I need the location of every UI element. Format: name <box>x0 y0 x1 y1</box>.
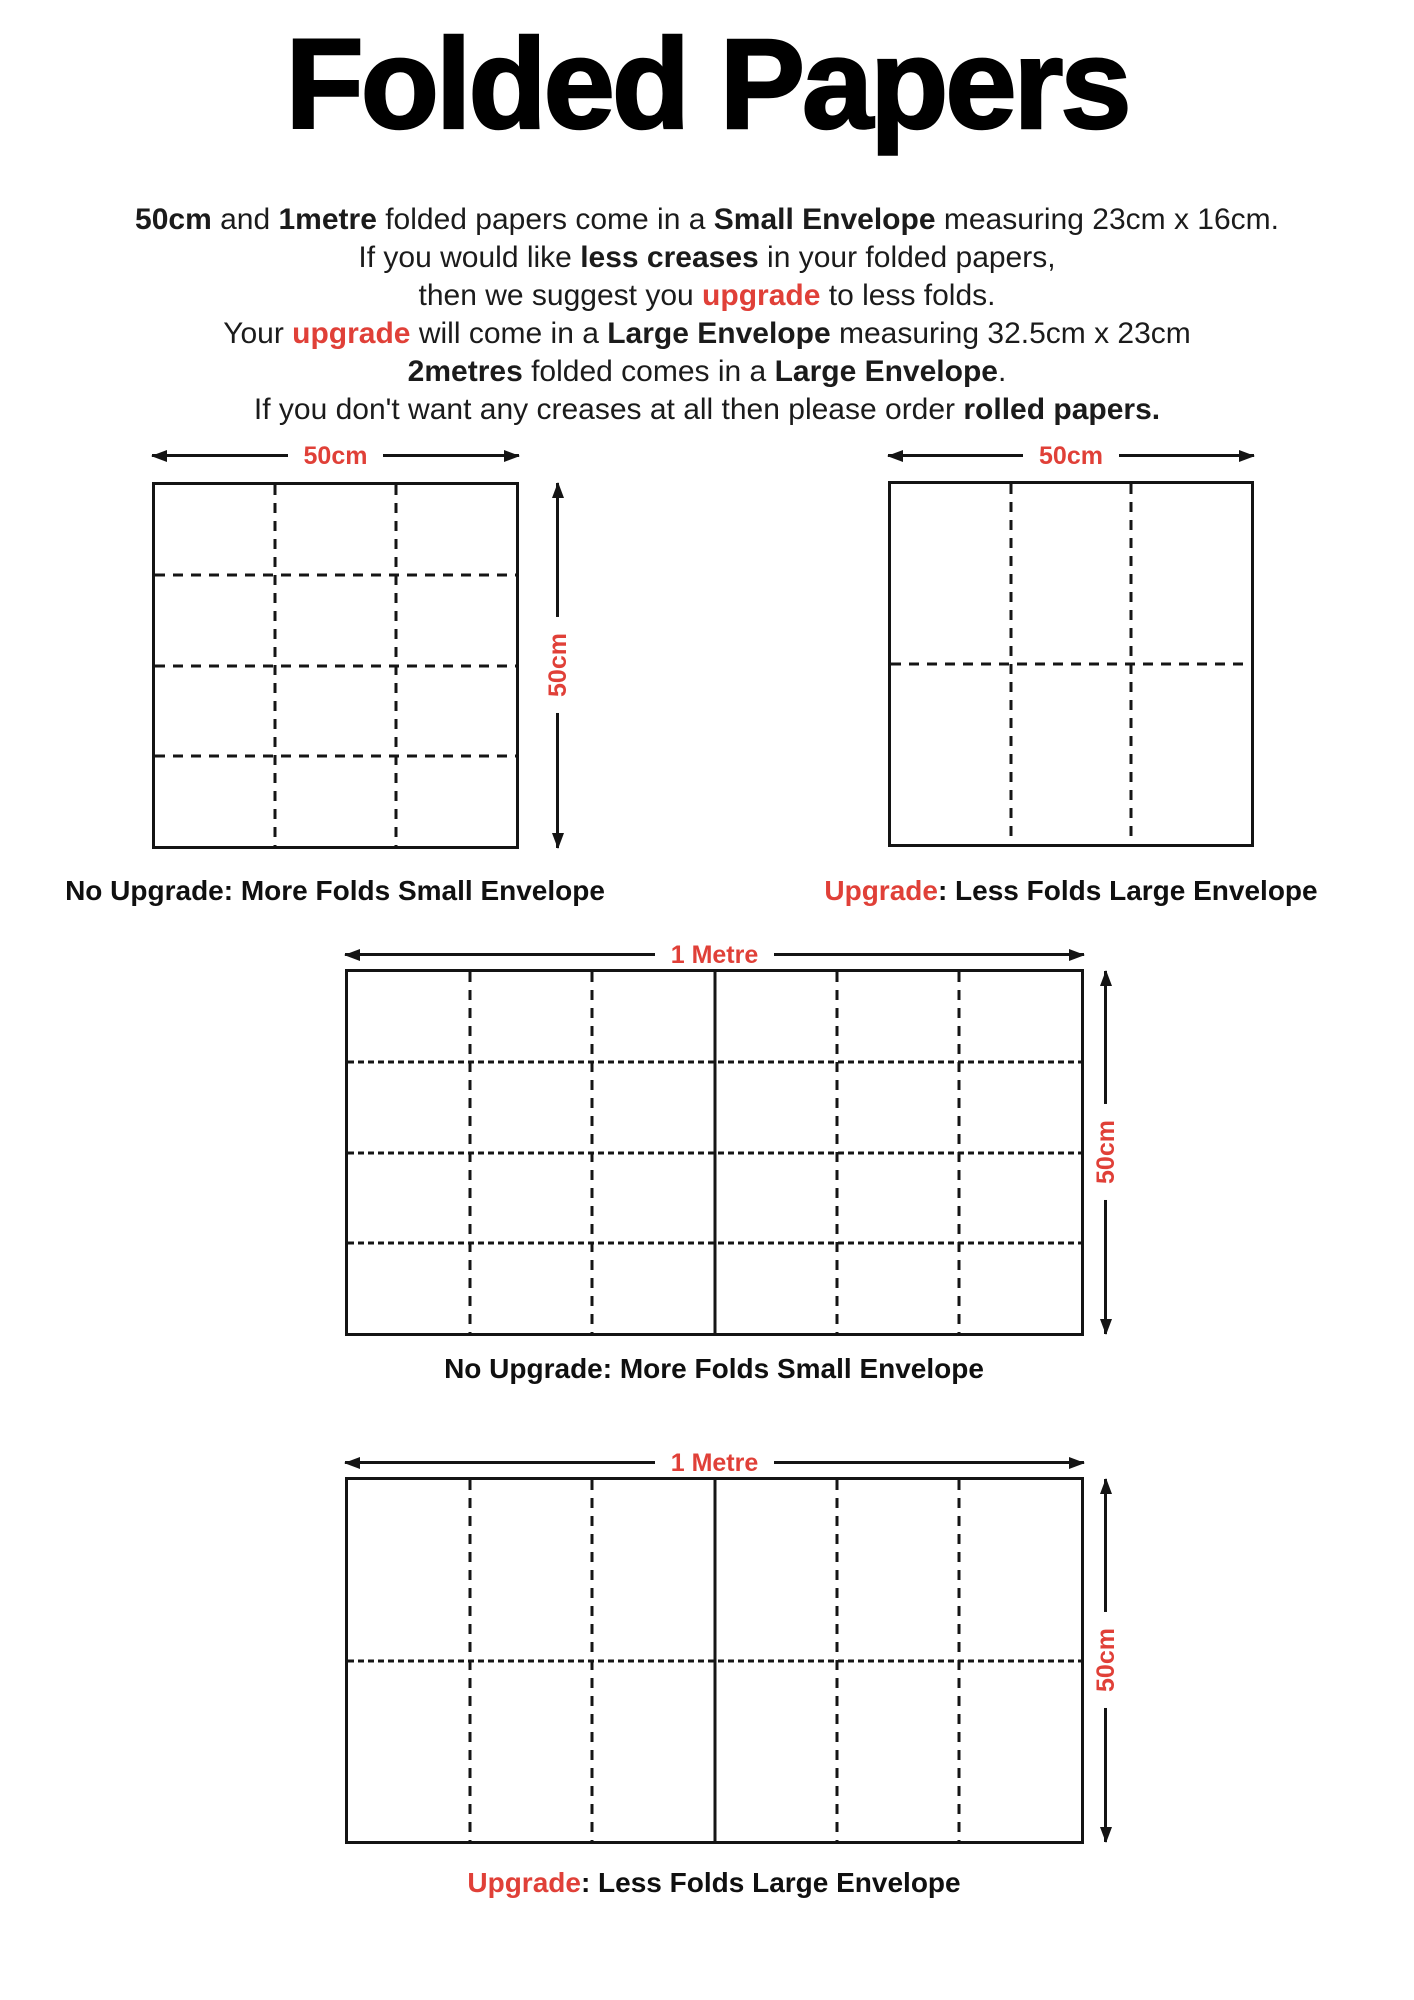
text-run: less creases <box>580 241 759 274</box>
text-run: If you don't want any creases at all then please order <box>253 393 964 426</box>
width-arrow <box>888 454 1254 457</box>
text-run: Large Envelope <box>774 355 998 388</box>
text-run: measuring 32.5cm x 23cm <box>830 317 1191 350</box>
height-arrow <box>1104 1479 1107 1842</box>
folded-paper-sheet <box>345 969 1084 1336</box>
fold-line-horizontal <box>891 663 1251 666</box>
text-run: in your folded papers, <box>758 241 1056 274</box>
text-run: If you would like <box>358 241 581 274</box>
diagram-caption <box>414 1352 1014 1386</box>
folded-paper-sheet <box>152 482 519 849</box>
diagram-caption <box>35 874 635 908</box>
intro-line <box>0 277 1414 315</box>
text-run: folded papers come in a <box>376 203 714 236</box>
text-run: Small Envelope <box>713 203 936 236</box>
text-run: : Less Folds Large Envelope <box>580 1867 961 1898</box>
height-arrow <box>556 483 559 848</box>
text-run: . <box>997 355 1007 388</box>
fold-line-horizontal <box>155 664 516 667</box>
intro-line <box>0 353 1414 391</box>
text-run: Upgrade <box>824 875 938 906</box>
intro-line <box>0 239 1414 277</box>
width-label-text: 1 Metre <box>655 940 775 970</box>
text-run: measuring 23cm x 16cm. <box>935 203 1279 236</box>
folded-paper-sheet <box>345 1477 1084 1844</box>
page-title: Folded Papers <box>285 13 1129 156</box>
width-arrow <box>152 454 519 457</box>
text-run: 2metres <box>407 355 523 388</box>
height-label-text: 50cm <box>1091 1612 1121 1708</box>
text-run: Your <box>223 317 293 350</box>
intro-paragraph <box>0 201 1414 429</box>
folded-paper-sheet <box>888 481 1254 847</box>
intro-line <box>0 201 1414 239</box>
width-arrow <box>345 953 1084 956</box>
fold-line-horizontal <box>348 1061 1081 1064</box>
intro-line <box>0 391 1414 429</box>
text-run: : Less Folds Large Envelope <box>937 875 1318 906</box>
text-run: No Upgrade: More Folds Small Envelope <box>444 1353 984 1384</box>
text-run: will come in a <box>410 317 608 350</box>
fold-line-horizontal <box>155 574 516 577</box>
height-label-text: 50cm <box>1091 1104 1121 1200</box>
text-run: Large Envelope <box>607 317 831 350</box>
height-label-text: 50cm <box>543 617 573 713</box>
text-run: upgrade <box>702 279 821 312</box>
diagram-caption <box>414 1866 1014 1900</box>
text-run: rolled papers. <box>963 393 1161 426</box>
height-arrow <box>1104 971 1107 1334</box>
fold-line-horizontal <box>348 1659 1081 1662</box>
text-run: 50cm <box>135 203 212 236</box>
text-run: then we suggest you <box>418 279 703 312</box>
diagram-caption <box>771 874 1371 908</box>
width-label-text: 1 Metre <box>655 1448 775 1478</box>
fold-line-horizontal <box>155 754 516 757</box>
fold-line-horizontal <box>348 1151 1081 1154</box>
text-run: 1metre <box>278 203 377 236</box>
text-run: Upgrade <box>467 1867 581 1898</box>
width-label-text: 50cm <box>1023 441 1119 471</box>
intro-line <box>0 315 1414 353</box>
fold-line-horizontal <box>348 1241 1081 1244</box>
text-run: folded comes in a <box>522 355 775 388</box>
text-run: upgrade <box>292 317 411 350</box>
text-run: to less folds. <box>820 279 996 312</box>
width-arrow <box>345 1461 1084 1464</box>
text-run: No Upgrade: More Folds Small Envelope <box>65 875 605 906</box>
text-run: and <box>211 203 279 236</box>
width-label-text: 50cm <box>288 441 384 471</box>
